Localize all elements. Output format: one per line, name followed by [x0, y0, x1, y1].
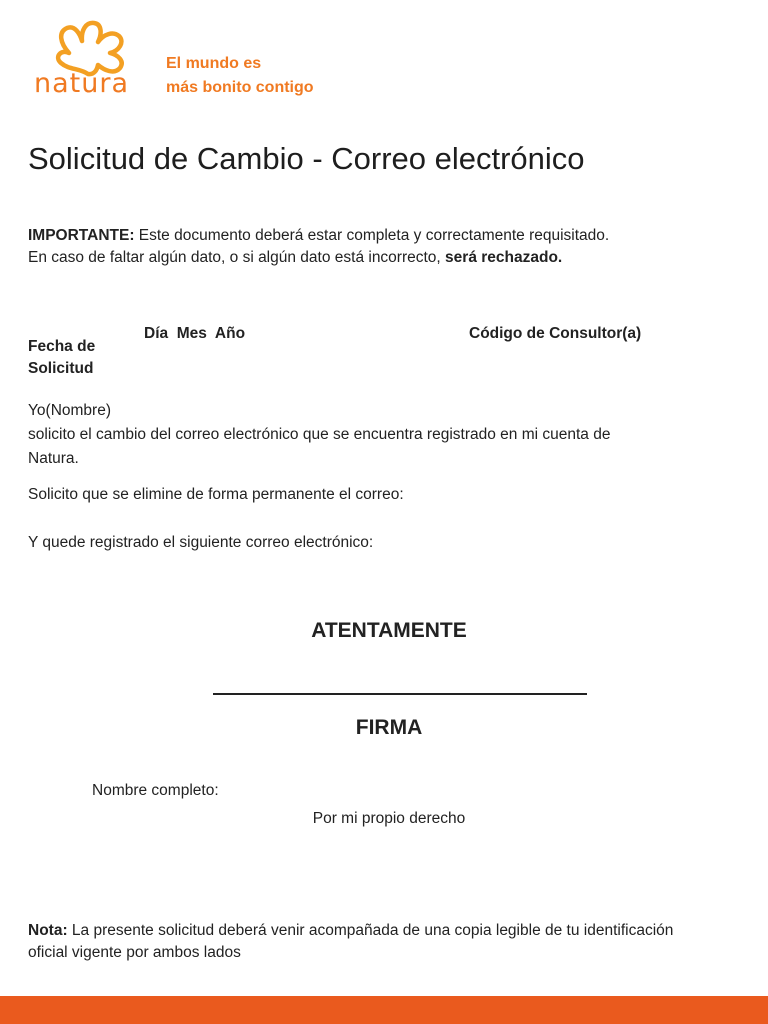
important-line1	[28, 227, 609, 246]
date-header: Día Mes Año	[144, 325, 246, 342]
yo-nombre-label: Yo(Nombre)	[28, 402, 111, 419]
tagline-line1: El mundo es	[166, 55, 262, 72]
brand-wordmark: natura	[34, 68, 130, 99]
footer-bar	[0, 996, 768, 1024]
propio-derecho-text: Por mi propio derecho	[312, 810, 466, 827]
nota-label: Nota:	[28, 922, 68, 939]
request-line1: solicito el cambio del correo electrónico que se encuentra registrado en mi cuenta de	[28, 426, 611, 443]
atentamente-heading: ATENTAMENTE	[311, 619, 467, 642]
nota-line2: oficial vigente por ambos lados	[28, 944, 241, 961]
new-email-label: Y quede registrado el siguiente correo electrónico:	[28, 534, 374, 551]
rejected-warning: será rechazado.	[445, 249, 563, 266]
important-label: IMPORTANTE:	[28, 227, 135, 244]
eliminate-email-label: Solicito que se elimine de forma permanente el correo:	[28, 486, 404, 503]
document-title: Solicitud de Cambio - Correo electrónico	[28, 141, 585, 176]
important-line1-text: Este documento deberá estar completa y correctamente requisitado.	[134, 227, 610, 244]
nota-line1-text: La presente solicitud deberá venir acompañada de una copia legible de tu identificación	[67, 922, 674, 939]
request-line2: Natura.	[28, 450, 79, 467]
signature-line	[213, 693, 587, 695]
fecha-label-line2: Solicitud	[28, 360, 94, 377]
firma-heading: FIRMA	[355, 716, 423, 739]
important-line2	[28, 249, 562, 268]
codigo-consultor-label: Código de Consultor(a)	[469, 325, 642, 342]
tagline-line2: más bonito contigo	[166, 79, 314, 96]
fecha-label-line1: Fecha de	[28, 338, 96, 355]
important-line2-text: En caso de faltar algún dato, o si algún dato está incorrecto,	[28, 249, 446, 266]
nota-line1	[28, 922, 673, 941]
nombre-completo-label: Nombre completo:	[92, 782, 219, 799]
